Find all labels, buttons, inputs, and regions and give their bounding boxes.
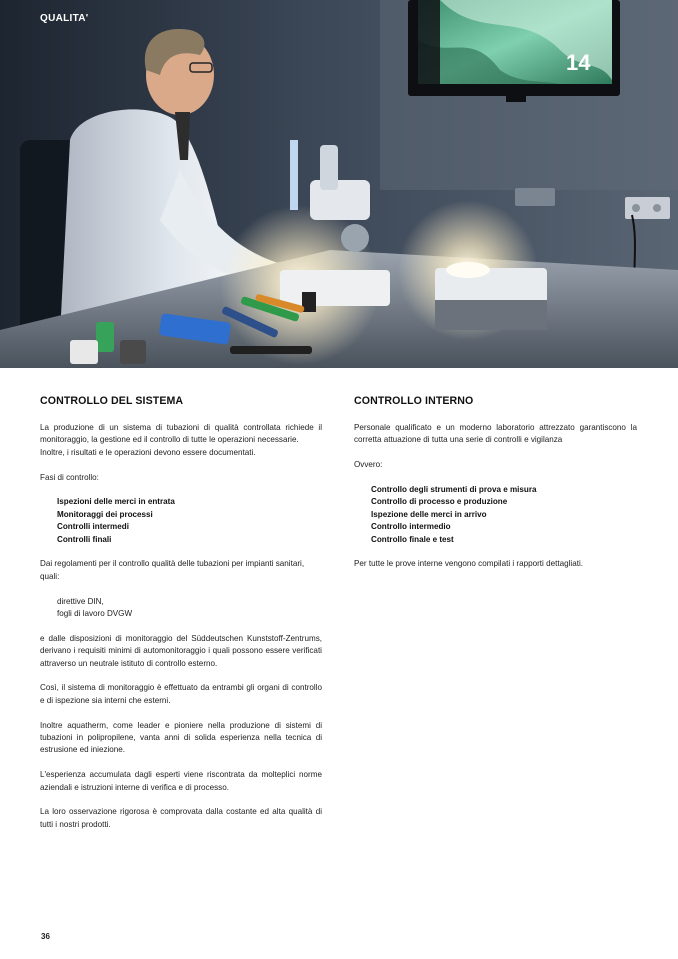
list-item: Ispezione delle merci in arrivo <box>371 509 487 519</box>
right-title: CONTROLLO INTERNO <box>354 395 474 407</box>
controls-label: Ovvero: <box>354 460 383 470</box>
list-item: Controllo intermedio <box>371 522 451 532</box>
list-item: direttive DIN, <box>57 596 104 606</box>
left-intro-line-2: Inoltre, i risultati e le operazioni devono essere documentati. <box>40 447 256 457</box>
right-column <box>354 395 637 583</box>
lab-scene-illustration <box>0 0 678 368</box>
paragraph-aquatherm: Inoltre aquatherm, come leader e pioniere nella produzione di sistemi di tubazioni in polipropilene, vanta anni di solida esperienza nella tecnica di estrusione ed iniezione. <box>40 720 322 755</box>
hero-photo <box>0 0 678 368</box>
list-item: Controlli finali <box>57 534 112 544</box>
paragraph-experience: L'esperienza accumulata dagli esperti viene riscontrata da molteplici norme aziendali e istruzioni interne di verifica e di processo. <box>40 770 322 792</box>
section-label: QUALITA' <box>40 13 89 24</box>
paragraph-observation: La loro osservazione rigorosa è comprovata dalla costante ed alta qualità di tutti i nostri prodotti. <box>40 807 322 829</box>
paragraph-monitoring: Così, il sistema di monitoraggio è effettuato da entrambi gli organi di controllo e di ispezione sia interni che esterni. <box>40 683 322 705</box>
phases-list <box>40 496 322 546</box>
regulations-list <box>40 596 322 621</box>
list-item: Controlli intermedi <box>57 522 129 532</box>
list-item: Controllo di processo e produzione <box>371 497 508 507</box>
regulations-intro: Dai regolamenti per il controllo qualità delle tubazioni per impianti sanitari, quali: <box>40 559 305 581</box>
right-closing: Per tutte le prove interne vengono compilati i rapporti dettagliati. <box>354 559 584 569</box>
page-number: 36 <box>41 932 50 941</box>
list-item: Controllo finale e test <box>371 534 454 544</box>
paragraph-skz: e dalle disposizioni di monitoraggio del Süddeutschen Kunststoff-Zentrums, derivano i requisiti minimi di automonitoraggio i quali possono essere verificati attraverso un neutrale istituto di controllo esterno. <box>40 633 322 668</box>
list-item: fogli di lavoro DVGW <box>57 609 133 619</box>
list-item: Monitoraggi dei processi <box>57 509 153 519</box>
left-intro <box>40 422 322 459</box>
monitor-number: 14 <box>566 50 591 75</box>
list-item: Ispezioni delle merci in entrata <box>57 497 175 507</box>
right-intro: Personale qualificato e un moderno laboratorio attrezzato garantiscono la corretta attuazione di tutta una serie di controlli e vigilanza <box>354 423 637 445</box>
controls-list <box>354 484 637 546</box>
list-item: Controllo degli strumenti di prova e misura <box>371 485 537 494</box>
left-intro-line-1: La produzione di un sistema di tubazioni di qualità controllata richiede il monitoraggio, la gestione ed il controllo di tutte le operazioni necessarie. <box>40 423 322 445</box>
left-column <box>40 395 322 844</box>
phases-label: Fasi di controllo: <box>40 472 99 482</box>
left-title: CONTROLLO DEL SISTEMA <box>40 395 184 407</box>
